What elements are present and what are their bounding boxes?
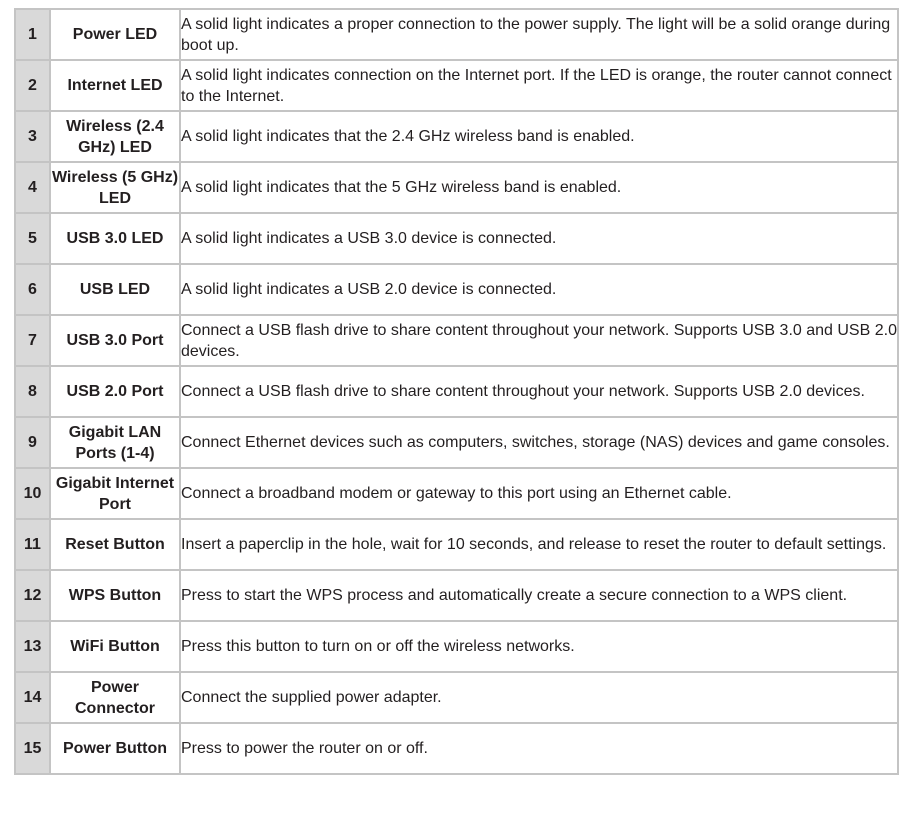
row-number: 1 <box>15 9 50 60</box>
component-description: A solid light indicates a USB 2.0 device is connected. <box>180 264 898 315</box>
table-row <box>15 417 898 468</box>
component-name: USB 3.0 Port <box>50 315 180 366</box>
component-description: Press this button to turn on or off the wireless networks. <box>180 621 898 672</box>
component-name: WiFi Button <box>50 621 180 672</box>
table-row <box>15 468 898 519</box>
component-name: USB 2.0 Port <box>50 366 180 417</box>
row-number: 9 <box>15 417 50 468</box>
table-row <box>15 366 898 417</box>
row-number: 3 <box>15 111 50 162</box>
component-name: Wireless (2.4 GHz) LED <box>50 111 180 162</box>
component-description: Connect a broadband modem or gateway to this port using an Ethernet cable. <box>180 468 898 519</box>
component-description: A solid light indicates a proper connection to the power supply. The light will be a solid orange during boot up. <box>180 9 898 60</box>
table-row <box>15 213 898 264</box>
component-name: Power Button <box>50 723 180 774</box>
component-name: Wireless (5 GHz) LED <box>50 162 180 213</box>
component-description: Connect a USB flash drive to share content throughout your network. Supports USB 3.0 and USB 2.0 devices. <box>180 315 898 366</box>
component-name: USB 3.0 LED <box>50 213 180 264</box>
row-number: 2 <box>15 60 50 111</box>
table-row <box>15 162 898 213</box>
row-number: 8 <box>15 366 50 417</box>
row-number: 10 <box>15 468 50 519</box>
component-description: Connect the supplied power adapter. <box>180 672 898 723</box>
table-row <box>15 264 898 315</box>
row-number: 6 <box>15 264 50 315</box>
table-row <box>15 9 898 60</box>
component-name: Reset Button <box>50 519 180 570</box>
table-row <box>15 315 898 366</box>
table-row <box>15 60 898 111</box>
table-row <box>15 672 898 723</box>
component-name: Power Connector <box>50 672 180 723</box>
component-description: A solid light indicates that the 2.4 GHz wireless band is enabled. <box>180 111 898 162</box>
component-name: Gigabit Internet Port <box>50 468 180 519</box>
row-number: 7 <box>15 315 50 366</box>
row-number: 13 <box>15 621 50 672</box>
table-row <box>15 111 898 162</box>
table-row <box>15 570 898 621</box>
component-table <box>14 8 899 775</box>
row-number: 4 <box>15 162 50 213</box>
row-number: 12 <box>15 570 50 621</box>
row-number: 14 <box>15 672 50 723</box>
component-description: Connect a USB flash drive to share content throughout your network. Supports USB 2.0 devices. <box>180 366 898 417</box>
table-row <box>15 519 898 570</box>
component-description: Insert a paperclip in the hole, wait for 10 seconds, and release to reset the router to default settings. <box>180 519 898 570</box>
table-row <box>15 621 898 672</box>
table-row <box>15 723 898 774</box>
component-name: USB LED <box>50 264 180 315</box>
component-description: Press to start the WPS process and automatically create a secure connection to a WPS client. <box>180 570 898 621</box>
component-name: Power LED <box>50 9 180 60</box>
component-name: Internet LED <box>50 60 180 111</box>
component-description: A solid light indicates that the 5 GHz wireless band is enabled. <box>180 162 898 213</box>
row-number: 11 <box>15 519 50 570</box>
component-description: Connect Ethernet devices such as computers, switches, storage (NAS) devices and game consoles. <box>180 417 898 468</box>
component-description: A solid light indicates connection on the Internet port. If the LED is orange, the router cannot connect to the Internet. <box>180 60 898 111</box>
component-name: WPS Button <box>50 570 180 621</box>
component-description: A solid light indicates a USB 3.0 device is connected. <box>180 213 898 264</box>
row-number: 15 <box>15 723 50 774</box>
component-name: Gigabit LAN Ports (1-4) <box>50 417 180 468</box>
component-description: Press to power the router on or off. <box>180 723 898 774</box>
row-number: 5 <box>15 213 50 264</box>
